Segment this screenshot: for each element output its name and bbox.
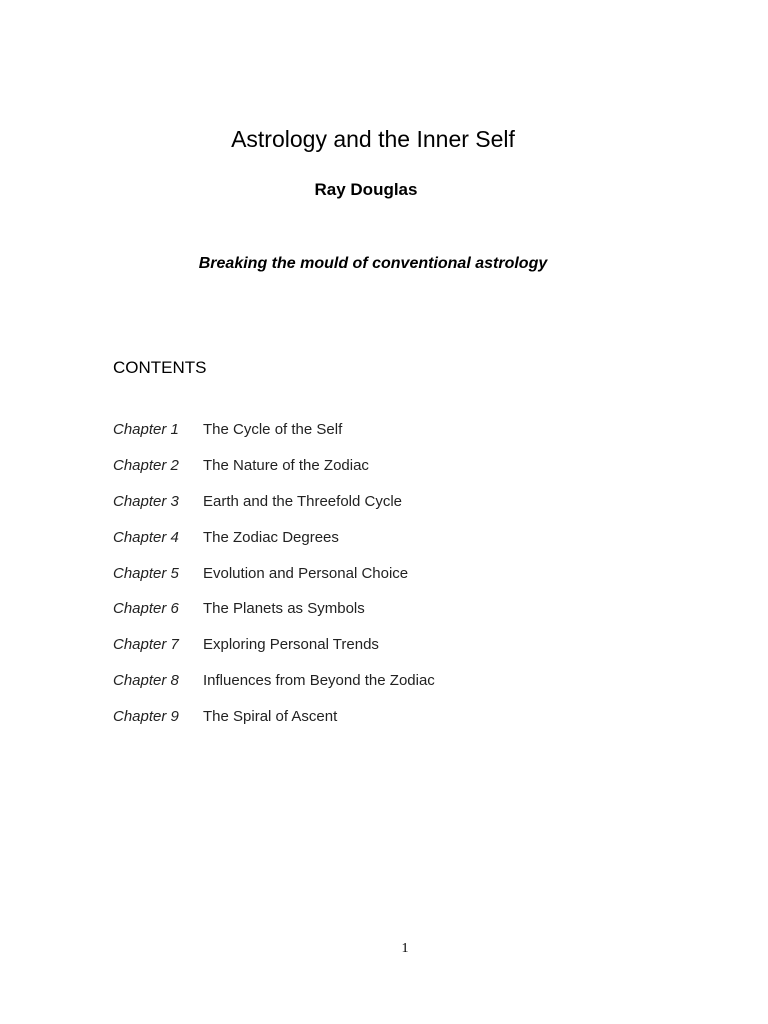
toc-chapter-title: Exploring Personal Trends [203, 636, 379, 654]
toc-row [113, 448, 593, 484]
toc-chapter-title: The Cycle of the Self [203, 421, 343, 439]
toc-chapter-title: The Spiral of Ascent [203, 707, 338, 725]
toc-chapter-title: Influences from Beyond the Zodiac [203, 671, 435, 689]
toc-chapter-label: Chapter 1 [113, 421, 179, 439]
toc-row [113, 519, 593, 555]
toc-chapter-label: Chapter 2 [113, 457, 179, 475]
toc-chapter-title: The Nature of the Zodiac [203, 457, 369, 475]
table-of-contents [113, 412, 593, 734]
toc-chapter-title: The Planets as Symbols [203, 600, 365, 618]
page-number: 1 [401, 941, 409, 956]
toc-chapter-label: Chapter 7 [113, 636, 179, 654]
subtitle: Breaking the mould of conventional astrology [198, 255, 548, 272]
author-name: Ray Douglas [314, 180, 418, 199]
toc-chapter-title: The Zodiac Degrees [203, 528, 339, 546]
toc-chapter-label: Chapter 3 [113, 492, 179, 510]
toc-chapter-title: Evolution and Personal Choice [203, 564, 409, 582]
contents-heading: CONTENTS [113, 358, 207, 377]
toc-row [113, 484, 593, 520]
toc-chapter-label: Chapter 9 [113, 707, 179, 725]
toc-chapter-title: Earth and the Threefold Cycle [203, 492, 403, 510]
toc-chapter-label: Chapter 4 [113, 528, 179, 546]
toc-row [113, 698, 593, 734]
toc-row [113, 627, 593, 663]
toc-chapter-label: Chapter 5 [113, 564, 179, 582]
toc-row [113, 663, 593, 699]
toc-chapter-label: Chapter 6 [113, 600, 179, 618]
toc-row [113, 412, 593, 448]
toc-row [113, 555, 593, 591]
toc-chapter-label: Chapter 8 [113, 671, 179, 689]
page-title: Astrology and the Inner Self [231, 126, 515, 152]
toc-row [113, 591, 593, 627]
